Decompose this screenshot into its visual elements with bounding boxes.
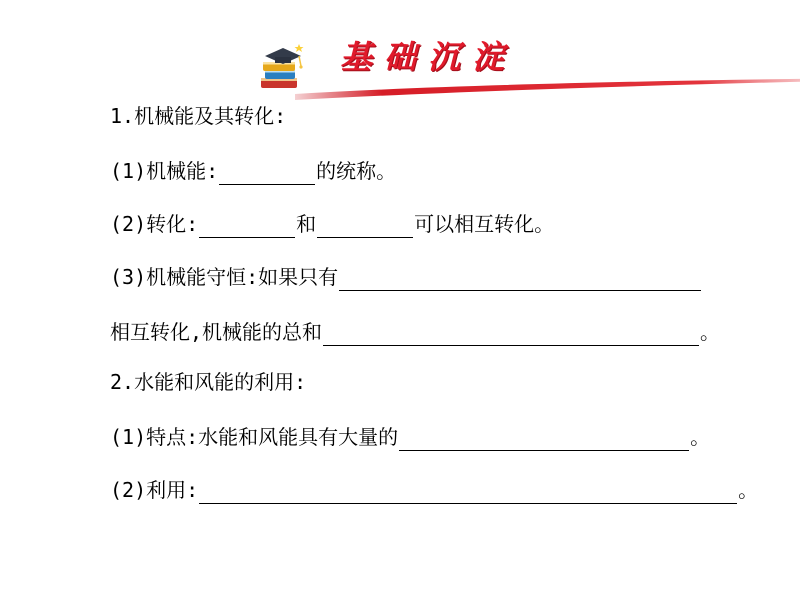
- item-1-3-continued: [110, 318, 720, 346]
- item-2-1-suffix: 。: [690, 425, 711, 449]
- item-1-2-prefix: (2)转化:: [110, 212, 199, 236]
- item-2-1: [110, 423, 710, 451]
- item-1-2: [110, 210, 554, 238]
- fill-blank: [323, 323, 699, 346]
- section-header: [255, 28, 635, 98]
- item-1-2-suffix: 可以相互转化。: [414, 212, 555, 236]
- item-2-text: 2.水能和风能的利用:: [110, 370, 307, 394]
- section-title: 基础沉淀: [340, 38, 517, 76]
- item-1-1: [110, 157, 396, 185]
- header-underline-swoosh: [295, 78, 800, 122]
- fill-blank: [317, 215, 413, 238]
- item-2-2-suffix: 。: [738, 478, 759, 502]
- fill-blank: [339, 268, 701, 291]
- item-1-2-middle: 和: [296, 212, 317, 236]
- fill-blank: [399, 428, 689, 451]
- graduation-cap-books-icon: [255, 42, 311, 98]
- item-1-text: 1.机械能及其转化:: [110, 104, 287, 128]
- item-2-2-prefix: (2)利用:: [110, 478, 199, 502]
- fill-blank: [199, 215, 295, 238]
- item-2-2: [110, 476, 758, 504]
- item-2-1-prefix: (1)特点:水能和风能具有大量的: [110, 425, 399, 449]
- item-1-3-cont-suffix: 。: [700, 320, 721, 344]
- item-1-1-suffix: 的统称。: [316, 159, 397, 183]
- item-1-heading: [110, 102, 286, 130]
- item-2-heading: [110, 368, 306, 396]
- item-1-3-prefix: (3)机械能守恒:如果只有: [110, 265, 339, 289]
- item-1-3: [110, 263, 702, 291]
- item-1-3-cont-prefix: 相互转化,机械能的总和: [110, 320, 323, 344]
- item-1-1-prefix: (1)机械能:: [110, 159, 219, 183]
- fill-blank: [199, 481, 737, 504]
- fill-blank: [219, 162, 315, 185]
